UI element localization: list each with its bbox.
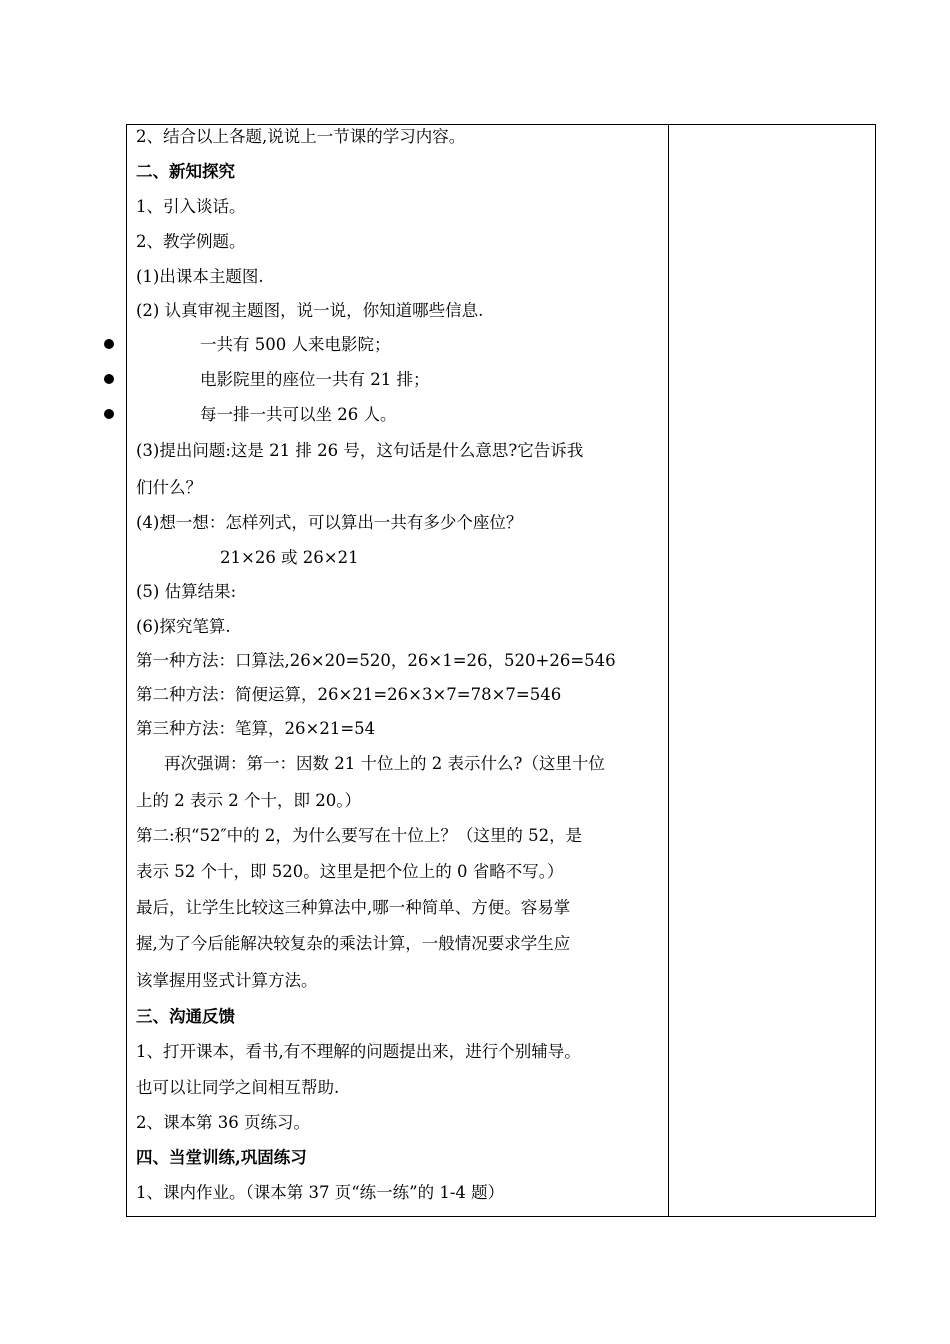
text-line: 该掌握用竖式计算方法。 (136, 971, 318, 990)
section-heading: 四、当堂训练,巩固练习 (136, 1148, 307, 1167)
text-line: (4)想一想：怎样列式，可以算出一共有多少个座位？ (136, 513, 523, 532)
bullet-text: 电影院里的座位一共有 21 排； (200, 370, 430, 389)
text-line: 2、教学例题。 (136, 232, 246, 251)
bullet-icon (104, 339, 114, 349)
text-line: 1、课内作业。（课本第 37 页“练一练”的 1-4 题） (136, 1183, 505, 1202)
text-line: 第二:积“52″中的 2，为什么要写在十位上？（这里的 52，是 (136, 826, 583, 845)
text-line: 2、结合以上各题,说说上一节课的学习内容。 (136, 127, 466, 146)
section-heading: 二、新知探究 (136, 162, 235, 181)
text-line: (3)提出问题:这是 21 排 26 号，这句话是什么意思?它告诉我 (136, 441, 584, 460)
bullet-icon (104, 409, 114, 419)
bullet-text: 每一排一共可以坐 26 人。 (200, 405, 397, 424)
text-line: 1、打开课本，看书,有不理解的问题提出来，进行个别辅导。 (136, 1042, 581, 1061)
text-line: 上的 2 表示 2 个十，即 20。） (136, 791, 361, 810)
bullet-icon (104, 374, 114, 384)
text-line: (6)探究笔算. (136, 617, 231, 636)
text-line: 再次强调：第一：因数 21 十位上的 2 表示什么?（这里十位 (164, 754, 605, 773)
text-line: 最后，让学生比较这三种算法中,哪一种简单、方便。容易掌 (136, 898, 571, 917)
section-heading: 三、沟通反馈 (136, 1007, 235, 1026)
text-line: 第一种方法：口算法,26×20=520，26×1=26，520+26=546 (136, 651, 616, 670)
column-divider (668, 124, 669, 1217)
text-line: 2、课本第 36 页练习。 (136, 1113, 310, 1132)
text-line: 们什么？ (136, 478, 202, 497)
text-line: 表示 52 个十，即 520。这里是把个位上的 0 省略不写。） (136, 862, 564, 881)
text-line: (5) 估算结果: (136, 582, 237, 601)
formula-line: 21×26 或 26×21 (220, 548, 359, 567)
text-line: (1)出课本主题图. (136, 267, 264, 286)
text-line: 第二种方法：简便运算，26×21=26×3×7=78×7=546 (136, 685, 562, 704)
text-line: 1、引入谈话。 (136, 197, 246, 216)
text-line: 也可以让同学之间相互帮助. (136, 1078, 340, 1097)
bullet-text: 一共有 500 人来电影院； (200, 335, 391, 354)
text-line: 第三种方法：笔算，26×21=54 (136, 719, 376, 738)
text-line: (2) 认真审视主题图，说一说，你知道哪些信息. (136, 301, 484, 320)
text-line: 握,为了今后能解决较复杂的乘法计算，一般情况要求学生应 (136, 934, 571, 953)
